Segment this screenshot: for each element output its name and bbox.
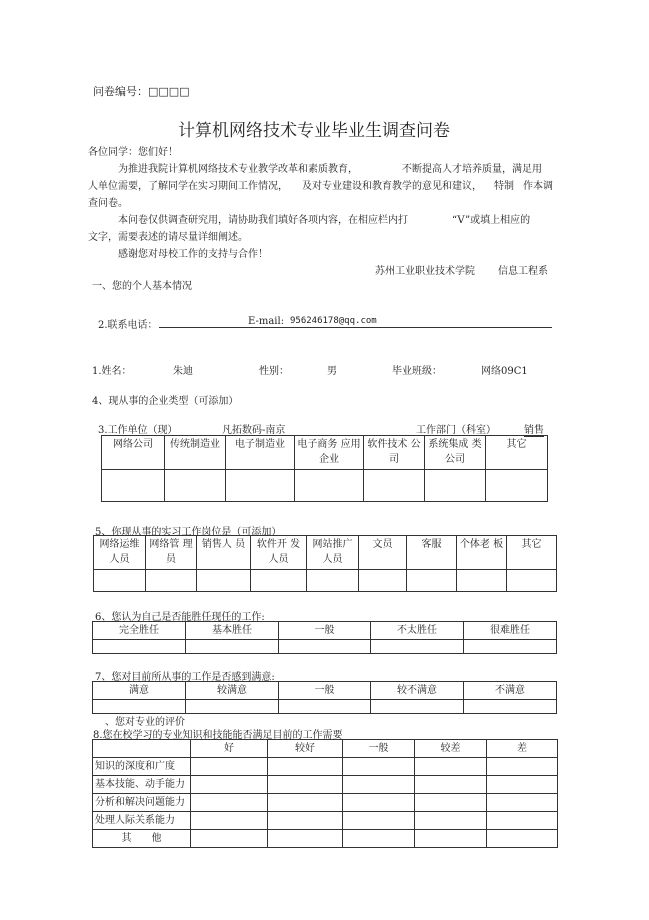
position-col-2: 销售人 员 [197, 536, 251, 570]
questionnaire-number: 问卷编号：□□□□ [93, 85, 190, 98]
satisfaction-cell[interactable] [371, 700, 464, 714]
phone-label: 2.联系电话： [98, 320, 158, 331]
evaluation-cell[interactable] [343, 830, 415, 848]
evaluation-col-0: 好 [191, 740, 268, 758]
competence-col-1: 基本胜任 [186, 622, 279, 640]
evaluation-cell[interactable] [487, 776, 558, 794]
evaluation-cell[interactable] [487, 794, 558, 812]
section5-heading: 5、你现从事的实习工作岗位是（可添加） [95, 527, 282, 538]
competence-cell[interactable] [279, 640, 371, 654]
satisfaction-col-2: 一般 [279, 682, 371, 700]
evaluation-cell[interactable] [343, 776, 415, 794]
evaluation-cell[interactable] [268, 776, 343, 794]
evaluation-header-blank [93, 740, 191, 758]
class-value: 网络09C1 [481, 366, 528, 377]
intro-p1g: 查问卷。 [88, 198, 128, 209]
evaluation-cell[interactable] [415, 776, 487, 794]
intro-p1c: 人单位需要，了解同学在实习期间工作情况， [88, 181, 288, 192]
intro-p2c: 文字，需要表述的请尽量详细阐述。 [88, 232, 248, 243]
email-value: 956246178@qq.com [290, 316, 377, 326]
evaluation-cell[interactable] [343, 758, 415, 776]
enterprise-cell[interactable] [295, 470, 364, 502]
evaluation-cell[interactable] [268, 830, 343, 848]
enterprise-col-1: 传统制造业 [165, 436, 226, 470]
competence-cell[interactable] [464, 640, 557, 654]
evaluation-row-label: 处理人际关系能力 [93, 812, 191, 830]
evaluation-cell[interactable] [191, 758, 268, 776]
unit-label: 3.工作单位（现） [98, 425, 178, 436]
satisfaction-cell[interactable] [464, 700, 557, 714]
enterprise-cell[interactable] [226, 470, 295, 502]
intro-p1f: 作本调 [523, 181, 553, 192]
evaluation-cell[interactable] [415, 812, 487, 830]
satisfaction-col-4: 不满意 [464, 682, 557, 700]
evaluation-cell[interactable] [268, 758, 343, 776]
enterprise-col-6: 其它 [486, 436, 548, 470]
evaluation-cell[interactable] [191, 794, 268, 812]
competence-table [92, 621, 557, 654]
section7-heading: 7、您对目前所从事的工作是否感到满意: [95, 672, 275, 683]
evaluation-cell[interactable] [191, 776, 268, 794]
unit-value: 凡拓数码-南京 [222, 425, 286, 436]
competence-col-3: 不太胜任 [371, 622, 464, 640]
competence-cell[interactable] [93, 640, 186, 654]
competence-col-4: 很难胜任 [464, 622, 557, 640]
position-col-5: 文员 [359, 536, 407, 570]
evaluation-cell[interactable] [343, 794, 415, 812]
competence-cell[interactable] [371, 640, 464, 654]
enterprise-col-0: 网络公司 [102, 436, 165, 470]
evaluation-col-4: 差 [487, 740, 558, 758]
position-cell[interactable] [407, 570, 457, 592]
evaluation-cell[interactable] [487, 758, 558, 776]
enterprise-cell[interactable] [165, 470, 226, 502]
enterprise-cell[interactable] [102, 470, 165, 502]
section1-heading: 一、您的个人基本情况 [92, 281, 192, 292]
enterprise-col-2: 电子制造业 [226, 436, 295, 470]
evaluation-row-label: 基本技能、动手能力 [93, 776, 191, 794]
evaluation-cell[interactable] [415, 830, 487, 848]
enterprise-cell[interactable] [486, 470, 548, 502]
position-cell[interactable] [197, 570, 251, 592]
evaluation-cell[interactable] [191, 830, 268, 848]
evaluation-cell[interactable] [415, 758, 487, 776]
evaluation-row-label: 知识的深度和广度 [93, 758, 191, 776]
intro-p1a: 为推进我院计算机网络技术专业教学改革和素质教育， [118, 164, 358, 175]
position-col-3: 软件开 发人员 [251, 536, 307, 570]
intro-p1b: 不断提高人才培养质量，满足用 [402, 164, 542, 175]
enterprise-type-table [101, 435, 548, 502]
enterprise-cell[interactable] [364, 470, 425, 502]
position-cell[interactable] [359, 570, 407, 592]
satisfaction-cell[interactable] [93, 700, 186, 714]
evaluation-cell[interactable] [191, 812, 268, 830]
satisfaction-col-3: 较不满意 [371, 682, 464, 700]
evaluation-row-label: 其 他 [93, 830, 191, 848]
evaluation-cell[interactable] [268, 812, 343, 830]
position-cell[interactable] [251, 570, 307, 592]
position-col-6: 客服 [407, 536, 457, 570]
position-cell[interactable] [307, 570, 359, 592]
intro-p1d: 及对专业建设和教育教学的意见和建议， [302, 181, 482, 192]
enterprise-col-5: 系统集成 类公司 [425, 436, 486, 470]
section6-heading: 6、您认为自己是否能胜任现任的工作: [95, 612, 265, 623]
position-cell[interactable] [507, 570, 557, 592]
position-col-7: 个体老 板 [457, 536, 507, 570]
dept-value: 销售 [524, 421, 544, 437]
enterprise-col-3: 电子商务 应用企业 [295, 436, 364, 470]
satisfaction-col-0: 满意 [93, 682, 186, 700]
satisfaction-cell[interactable] [279, 700, 371, 714]
phone-email-line[interactable] [159, 326, 552, 328]
evaluation-table [92, 739, 558, 848]
satisfaction-col-1: 较满意 [186, 682, 279, 700]
section4-heading: 4、现从事的企业类型（可添加） [92, 396, 239, 407]
enterprise-cell[interactable] [425, 470, 486, 502]
satisfaction-table [92, 681, 557, 714]
competence-col-0: 完全胜任 [93, 622, 186, 640]
intro-p2a: 本问卷仅供调查研究用，请协助我们填好各项内容，在相应栏内打 [118, 215, 408, 226]
gender-label: 性别： [259, 366, 289, 377]
evaluation-col-3: 较差 [415, 740, 487, 758]
intro-p1e: 特制 [494, 181, 514, 192]
position-col-1: 网络管 理员 [146, 536, 197, 570]
email-label: E-mail: [248, 316, 285, 327]
org-dept: 信息工程系 [498, 266, 548, 277]
position-col-8: 其它 [507, 536, 557, 570]
name-label: 1.姓名： [92, 366, 132, 377]
evaluation-cell[interactable] [268, 794, 343, 812]
position-cell[interactable] [94, 570, 146, 592]
satisfaction-cell[interactable] [186, 700, 279, 714]
gender-value: 男 [327, 366, 337, 377]
evaluation-cell[interactable] [415, 794, 487, 812]
name-value: 朱迪 [173, 366, 193, 377]
competence-cell[interactable] [186, 640, 279, 654]
dept-label: 工作部门（科室） [416, 425, 496, 436]
position-cell[interactable] [146, 570, 197, 592]
position-col-0: 网络运维人员 [94, 536, 146, 570]
evaluation-row-label: 分析和解决问题能力 [93, 794, 191, 812]
competence-col-2: 一般 [279, 622, 371, 640]
class-label: 毕业班级： [392, 366, 442, 377]
evaluation-col-1: 较好 [268, 740, 343, 758]
evaluation-cell[interactable] [487, 812, 558, 830]
page-title: 计算机网络技术专业毕业生调查问卷 [178, 121, 450, 141]
intro-p3: 感谢您对母校工作的支持与合作！ [118, 249, 268, 260]
org-school: 苏州工业职业技术学院 [375, 266, 475, 277]
greeting: 各位同学：您们好！ [88, 147, 178, 158]
position-cell[interactable] [457, 570, 507, 592]
enterprise-col-4: 软件技术 公司 [364, 436, 425, 470]
job-position-table [93, 535, 557, 592]
intro-p2b: “V”或填上相应的 [452, 215, 531, 226]
position-col-4: 网站推广人员 [307, 536, 359, 570]
evaluation-cell[interactable] [343, 812, 415, 830]
evaluation-cell[interactable] [487, 830, 558, 848]
section8-subheading: 、您对专业的评价 [105, 717, 185, 728]
section8-heading: 8.您在校学习的专业知识和技能能否满足目前的工作需要 [93, 730, 343, 741]
evaluation-col-2: 一般 [343, 740, 415, 758]
